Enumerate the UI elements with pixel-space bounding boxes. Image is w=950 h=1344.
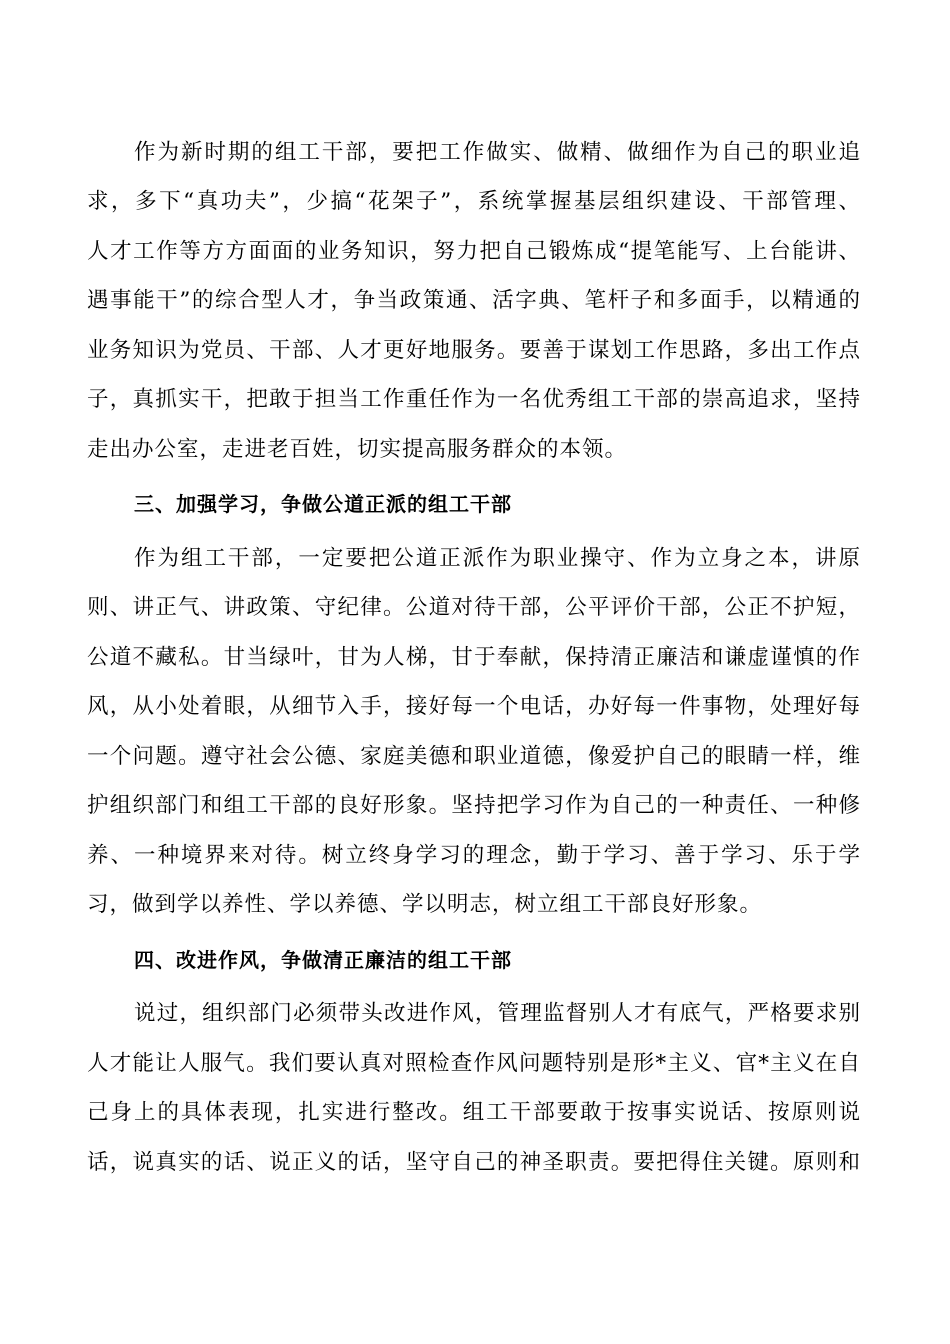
paragraph-line: 作为组工干部，一定要把公道正派作为职业操守、作为立身之本，讲原 — [134, 546, 861, 571]
paragraph-line: 人才能让人服气。我们要认真对照检查作风问题特别是形*主义、官*主义在自 — [87, 1051, 861, 1076]
paragraph-line: 走出办公室，走进老百姓，切实提高服务群众的本领。 — [87, 437, 628, 462]
paragraph-line: 遇事能干”的综合型人才，争当政策通、活字典、笔杆子和多面手，以精通的 — [87, 288, 861, 313]
paragraph-line: 公道不藏私。甘当绿叶，甘为人梯，甘于奉献，保持清正廉洁和谦虚谨慎的作 — [87, 645, 861, 670]
paragraph-line: 说过，组织部门必须带头改进作风，管理监督别人才有底气，严格要求别 — [134, 1001, 861, 1026]
paragraph-line: 求，多下“真功夫”，少搞“花架子”，系统掌握基层组织建设、干部管理、 — [87, 189, 861, 214]
paragraph-line: 己身上的具体表现，扎实进行整改。组工干部要敢于按事实说话、按原则说 — [87, 1100, 861, 1125]
paragraph-line: 一个问题。遵守社会公德、家庭美德和职业道德，像爱护自己的眼睛一样，维 — [87, 744, 861, 769]
section-heading-4: 四、改进作风，争做清正廉洁的组工干部 — [134, 948, 512, 972]
paragraph-line: 护组织部门和组工干部的良好形象。坚持把学习作为自己的一种责任、一种修 — [87, 793, 861, 818]
paragraph-line: 业务知识为党员、干部、人才更好地服务。要善于谋划工作思路，多出工作点 — [87, 338, 861, 363]
section-heading-3: 三、加强学习，争做公道正派的组工干部 — [134, 492, 512, 516]
paragraph-line: 风，从小处着眼，从细节入手，接好每一个电话，办好每一件事物，处理好每 — [87, 694, 861, 719]
paragraph-line: 话，说真实的话、说正义的话，坚守自己的神圣职责。要把得住关键。原则和 — [87, 1150, 861, 1175]
paragraph-line: 人才工作等方方面面的业务知识，努力把自己锻炼成“提笔能写、上台能讲、 — [87, 239, 861, 264]
paragraph-line: 习，做到学以养性、学以养德、学以明志，树立组工干部良好形象。 — [87, 892, 763, 917]
paragraph-line: 养、一种境界来对待。树立终身学习的理念，勤于学习、善于学习、乐于学 — [87, 843, 861, 868]
paragraph-line: 则、讲正气、讲政策、守纪律。公道对待干部，公平评价干部，公正不护短， — [87, 595, 861, 620]
paragraph-line: 子，真抓实干，把敢于担当工作重任作为一名优秀组工干部的崇高追求，坚持 — [87, 387, 861, 412]
paragraph-line: 作为新时期的组工干部，要把工作做实、做精、做细作为自己的职业追 — [134, 140, 861, 165]
